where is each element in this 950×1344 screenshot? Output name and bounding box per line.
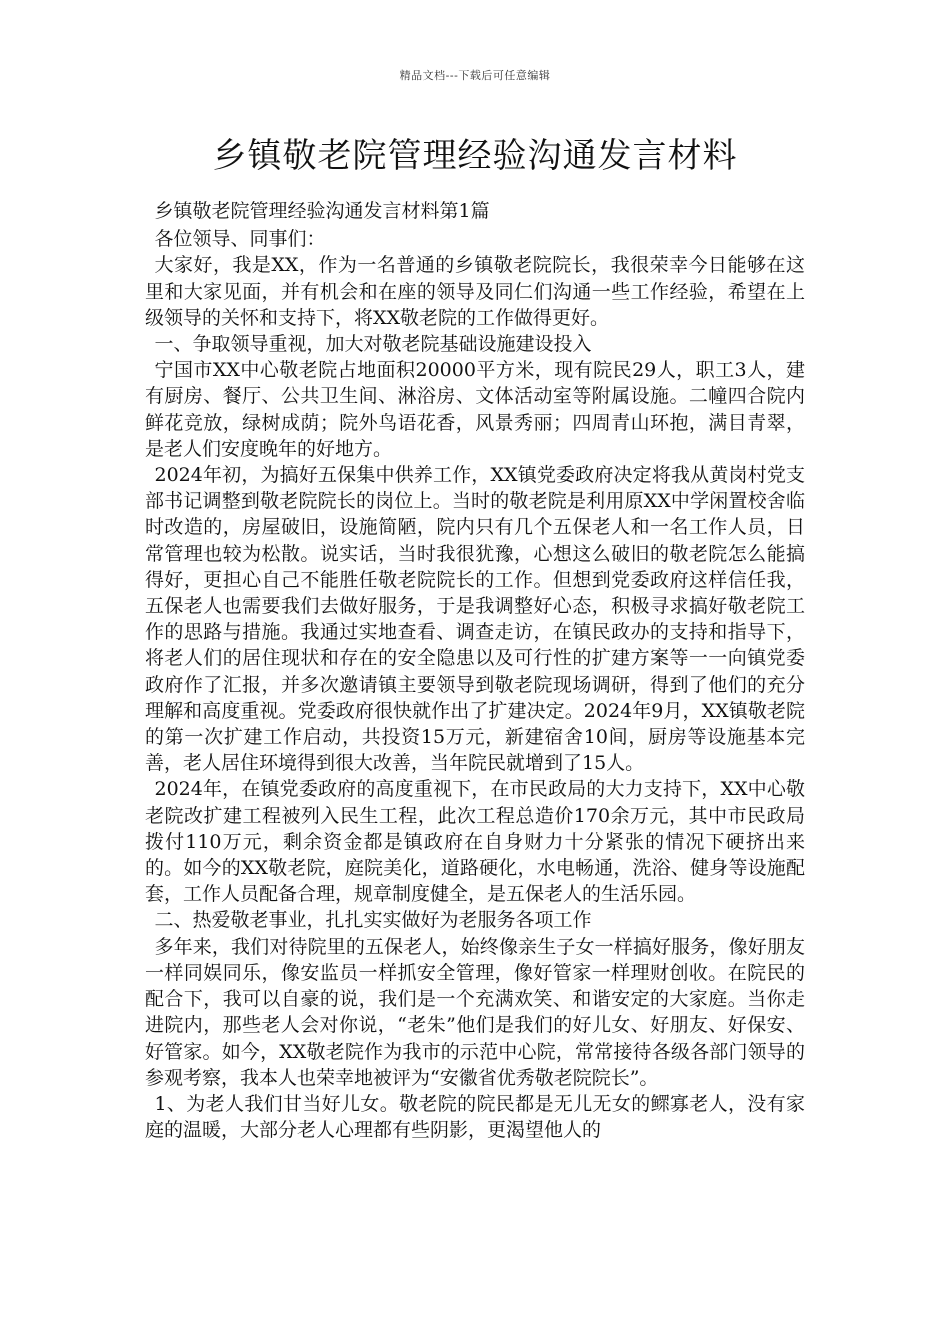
section-heading-2: 二、热爱敬老事业，扎扎实实做好为老服务各项工作 [154,909,592,932]
document-title: 乡镇敬老院管理经验沟通发言材料 [212,136,738,176]
header-note: 精品文档---下载后可任意编辑 [399,69,551,82]
section-heading-1: 一、争取领导重视，加大对敬老院基础设施建设投入 [154,333,592,356]
document-subtitle: 乡镇敬老院管理经验沟通发言材料第1篇 [154,200,490,222]
greeting: 各位领导、同事们： [154,228,326,251]
paragraph: 2024年初，为搞好五保集中供养工作，XX镇党委政府决定将我从黄岗村党支部书记调整到敬老院院长的岗位上。当时的敬老院是利用原XX中学闲置校舍临时改造的，房屋破旧，设施简陋，院内只有几个五保老人和一名工作人员，日常管理也较为松散。说实话，当时我很犹豫，心想这么破旧的敬老院怎么能搞得好，更担心自己不能胜任敬老院院长的工作。但想到党委政府这样信任我，五保老人也需要我们去做好服务，于是我调整好心态，积极寻求搞好敬老院工作的思路与措施。我通过实地查看、调查走访，在镇民政办的支持和指导下，将老人们的居住现状和存在的安全隐患以及可行性的扩建方案等一一向镇党委政府作了汇报，并多次邀请镇主要领导到敬老院现场调研，得到了他们的充分理解和高度重视。党委政府很快就作出了扩建决定。2024年9月，XX镇敬老院的第一次扩建工作启动，共投资15万元，新建宿舍10间，厨房等设施基本完善，老人居住环境得到很大改善，当年院民就增到了15人。 [145,464,805,775]
paragraph: 2024年，在镇党委政府的高度重视下，在市民政局的大力支持下，XX中心敬老院改扩建工程被列入民生工程，此次工程总造价170余万元，其中市民政局拨付110万元，剩余资金都是镇政府在自身财力十分紧张的情况下硬挤出来的。如今的XX敬老院，庭院美化，道路硬化，水电畅通，洗浴、健身等设施配套，工作人员配备合理，规章制度健全，是五保老人的生活乐园。 [145,778,805,906]
paragraph: 宁国市XX中心敬老院占地面积20000平方米，现有院民29人，职工3人，建有厨房、餐厅、公共卫生间、淋浴房、文体活动室等附属设施。二幢四合院内鲜花竞放，绿树成荫；院外鸟语花香，风景秀丽；四周青山环抱，满目青翠，是老人们安度晚年的好地方。 [145,359,805,460]
paragraph: 1、为老人我们甘当好儿女。敬老院的院民都是无儿无女的鳏寡老人，没有家庭的温暖，大部分老人心理都有些阴影，更渴望他人的 [145,1092,805,1142]
document-body [145,198,805,1143]
paragraph: 多年来，我们对待院里的五保老人，始终像亲生子女一样搞好服务，像好朋友一样同娱同乐，像安监员一样抓安全管理，像好管家一样理财创收。在院民的配合下，我可以自豪的说，我们是一个充满欢笑、和谐安定的大家庭。当你走进院内，那些老人会对你说，“老朱”他们是我们的好儿女、好朋友、好保安、好管家。如今，XX敬老院作为我市的示范中心院，常常接待各级各部门领导的参观考察，我本人也荣幸地被评为“安徽省优秀敬老院院长”。 [145,935,805,1089]
paragraph-intro: 大家好，我是XX，作为一名普通的乡镇敬老院院长，我很荣幸今日能够在这里和大家见面，并有机会和在座的领导及同仁们沟通一些工作经验，希望在上级领导的关怀和支持下，将XX敬老院的工作做得更好。 [145,254,805,329]
